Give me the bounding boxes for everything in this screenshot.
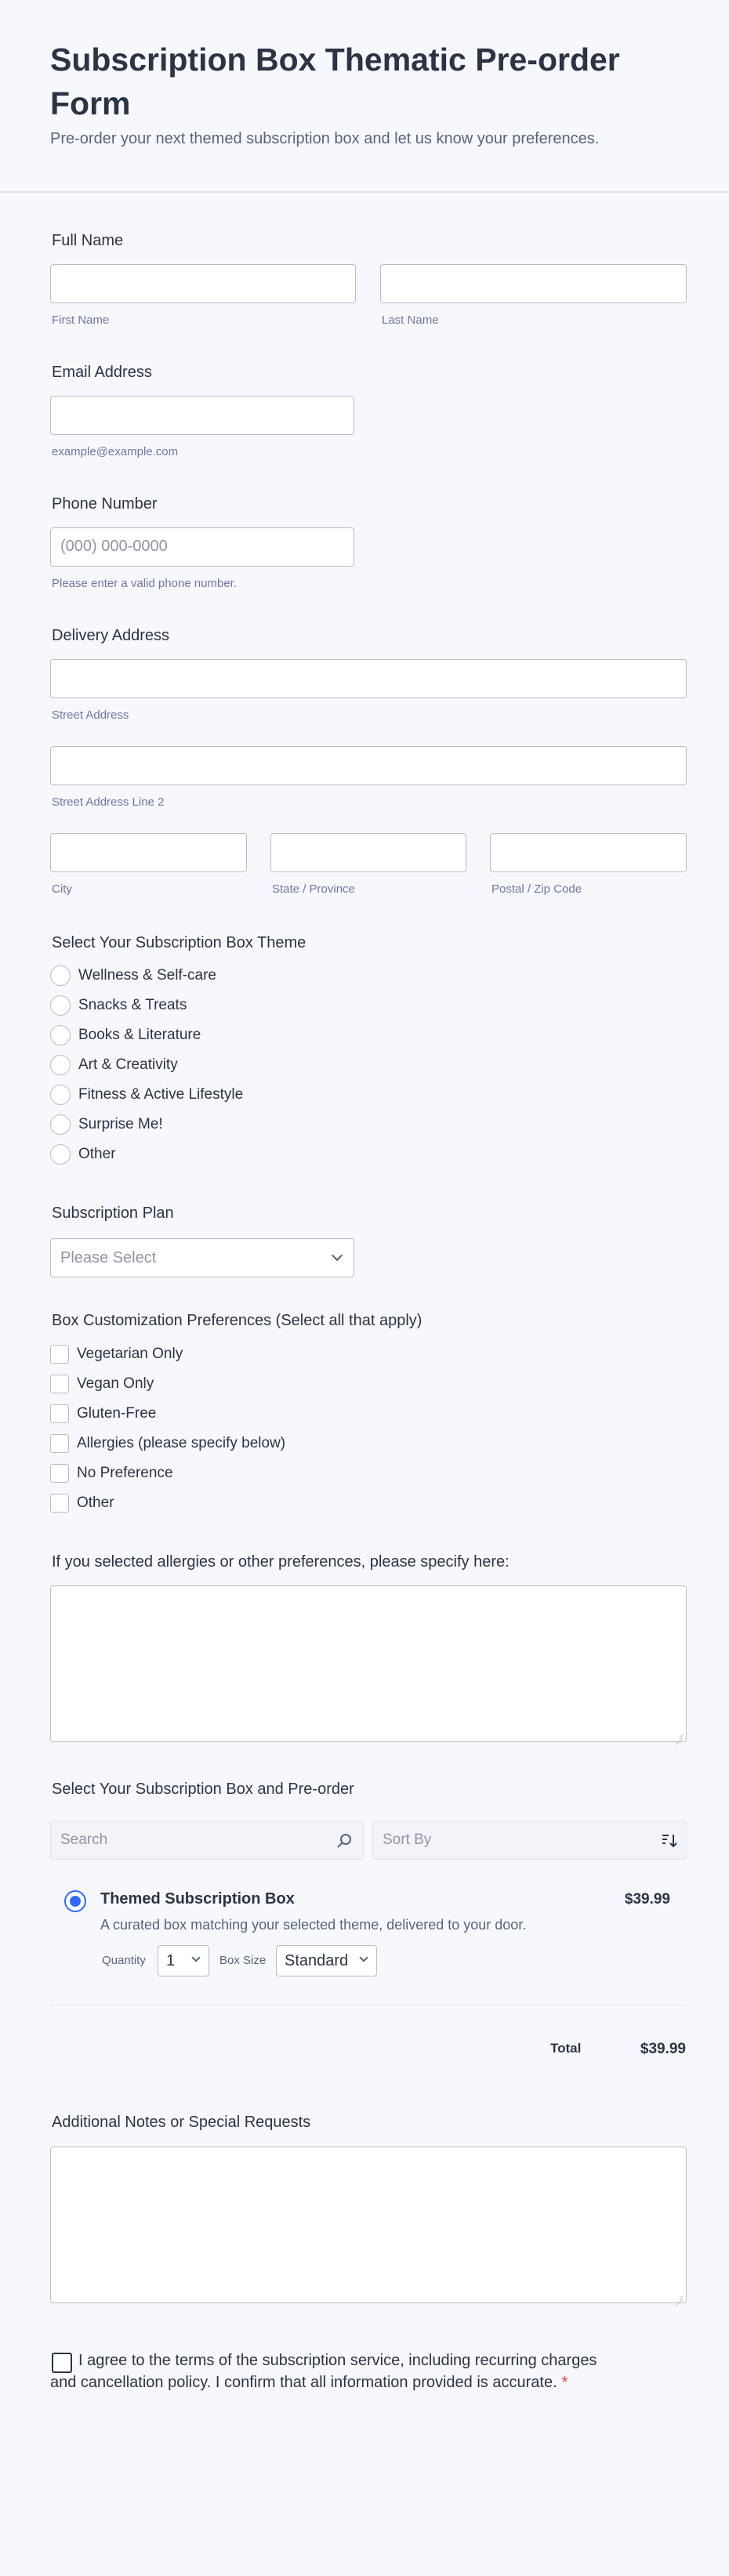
street-address-input[interactable] [50, 659, 687, 698]
total-label: Total [550, 2041, 582, 2056]
required-mark: * [561, 2374, 568, 2391]
plan-label: Subscription Plan [52, 1205, 174, 1222]
theme-option[interactable] [50, 1143, 116, 1166]
terms-label: I agree to the terms of the subscription service, including recurring charges and cancellation policy. I confirm that all information provided is accurate. [50, 2352, 597, 2391]
radio-button[interactable] [50, 1085, 71, 1105]
customization-option[interactable] [50, 1372, 154, 1396]
box-size-select[interactable] [276, 1945, 377, 1976]
notes-label: Additional Notes or Special Requests [52, 2114, 311, 2131]
checkbox[interactable] [50, 1434, 69, 1453]
quantity-label: Quantity [102, 1954, 146, 1967]
street-address-2-sublabel: Street Address Line 2 [52, 795, 165, 809]
checkbox[interactable] [50, 1345, 69, 1364]
product-description: A curated box matching your selected theme, delivered to your door. [100, 1917, 527, 1933]
email-sublabel: example@example.com [52, 445, 179, 458]
product-search-input[interactable] [50, 1821, 364, 1860]
checkbox[interactable] [50, 1494, 69, 1513]
checkbox[interactable] [50, 1464, 69, 1483]
product-radio-selected[interactable] [64, 1890, 86, 1912]
theme-option-label: Surprise Me! [78, 1116, 163, 1132]
phone-sublabel: Please enter a valid phone number. [52, 577, 237, 590]
radio-button[interactable] [50, 966, 71, 986]
chevron-down-icon [359, 1953, 368, 1962]
sort-placeholder: Sort By [383, 1831, 432, 1848]
sort-icon[interactable] [661, 1832, 678, 1850]
product-sort-select[interactable] [372, 1821, 687, 1860]
box-size-value: Standard [285, 1952, 349, 1969]
theme-option[interactable] [50, 1083, 243, 1107]
city-sublabel: City [52, 882, 72, 896]
products-label: Select Your Subscription Box and Pre-order [52, 1781, 354, 1798]
radio-button[interactable] [50, 1025, 71, 1045]
checkbox[interactable] [50, 1404, 69, 1423]
last-name-sublabel: Last Name [382, 313, 439, 327]
product-name: Themed Subscription Box [100, 1890, 295, 1908]
customization-option[interactable] [50, 1342, 183, 1366]
page-title: Subscription Box Thematic Pre-order Form [50, 42, 620, 121]
email-label: Email Address [52, 364, 152, 381]
street-address-2-input[interactable] [50, 746, 687, 785]
product-price: $39.99 [624, 1891, 670, 1908]
address-label: Delivery Address [52, 627, 170, 644]
quantity-select[interactable] [158, 1945, 209, 1976]
first-name-sublabel: First Name [52, 313, 110, 327]
search-icon[interactable] [336, 1832, 354, 1850]
zip-input[interactable] [490, 833, 687, 872]
city-input[interactable] [50, 833, 247, 872]
theme-option[interactable] [50, 964, 216, 987]
quantity-value: 1 [166, 1952, 176, 1969]
plan-placeholder: Please Select [60, 1249, 157, 1266]
theme-option[interactable] [50, 1113, 163, 1136]
customization-option[interactable] [50, 1432, 285, 1455]
checkbox[interactable] [50, 1375, 69, 1393]
theme-option[interactable] [50, 1053, 178, 1077]
customization-option-label: Gluten-Free [77, 1405, 157, 1422]
customization-label: Box Customization Preferences (Select all that apply) [52, 1312, 423, 1329]
resize-handle-icon[interactable] [675, 1730, 683, 1738]
box-size-label: Box Size [219, 1954, 267, 1967]
customization-option[interactable] [50, 1402, 156, 1426]
total-value: $39.99 [640, 2041, 686, 2057]
theme-option[interactable] [50, 994, 187, 1017]
theme-label: Select Your Subscription Box Theme [52, 934, 306, 951]
theme-option-label: Fitness & Active Lifestyle [78, 1086, 244, 1103]
chevron-down-icon [332, 1250, 343, 1261]
form-header [0, 0, 729, 193]
chevron-down-icon [191, 1953, 200, 1962]
customization-option[interactable] [50, 1462, 173, 1485]
radio-button[interactable] [50, 1055, 71, 1075]
customization-option[interactable] [50, 1491, 114, 1515]
last-name-input[interactable] [380, 264, 687, 303]
theme-option[interactable] [50, 1024, 201, 1047]
notes-textarea[interactable] [50, 2147, 687, 2303]
search-placeholder: Search [60, 1831, 108, 1848]
theme-option-label: Snacks & Treats [78, 997, 187, 1013]
plan-select[interactable] [50, 1238, 354, 1277]
email-input[interactable] [50, 396, 354, 435]
zip-sublabel: Postal / Zip Code [491, 882, 582, 896]
street-address-sublabel: Street Address [52, 708, 129, 722]
theme-option-label: Books & Literature [78, 1027, 201, 1043]
customization-option-label: Vegetarian Only [77, 1346, 183, 1362]
customization-option-label: Allergies (please specify below) [77, 1435, 286, 1451]
state-input[interactable] [270, 833, 466, 872]
radio-button[interactable] [50, 1114, 71, 1135]
specify-label: If you selected allergies or other preferences, please specify here: [52, 1553, 510, 1571]
customization-option-label: Vegan Only [77, 1375, 154, 1392]
customization-option-label: Other [77, 1495, 114, 1511]
theme-option-label: Wellness & Self-care [78, 967, 216, 984]
full-name-label: Full Name [52, 232, 124, 249]
resize-handle-icon[interactable] [675, 2292, 683, 2299]
terms-text [50, 2350, 615, 2393]
phone-input[interactable] [50, 527, 354, 567]
page-subtitle: Pre-order your next themed subscription box and let us know your preferences. [50, 130, 600, 147]
customization-option-label: No Preference [77, 1465, 173, 1481]
theme-option-label: Art & Creativity [78, 1056, 178, 1073]
first-name-input[interactable] [50, 264, 356, 303]
state-sublabel: State / Province [272, 882, 355, 896]
phone-placeholder: (000) 000-0000 [60, 538, 168, 555]
theme-option-label: Other [78, 1146, 116, 1162]
phone-label: Phone Number [52, 495, 158, 513]
specify-textarea[interactable] [50, 1585, 687, 1742]
radio-button[interactable] [50, 995, 71, 1016]
radio-button[interactable] [50, 1144, 71, 1165]
